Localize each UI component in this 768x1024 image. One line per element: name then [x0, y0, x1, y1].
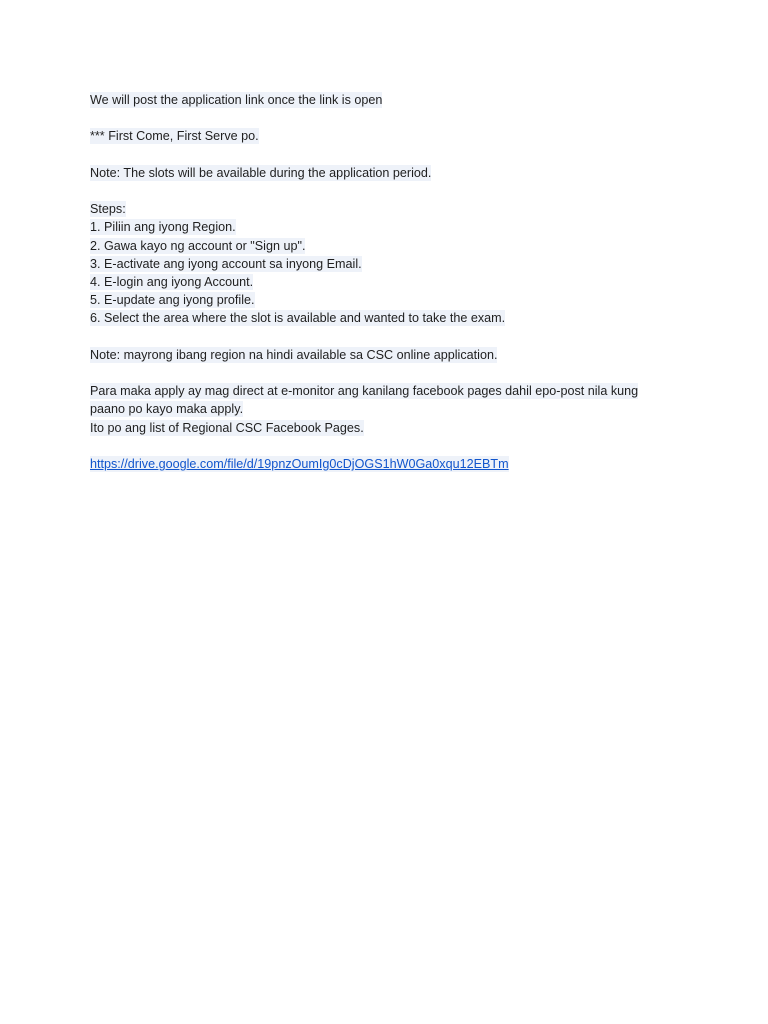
- spacer: [90, 182, 680, 200]
- step-item: [90, 218, 680, 236]
- step-item: [90, 291, 680, 309]
- step-6-text: 6. Select the area where the slot is available and wanted to take the exam.: [90, 311, 506, 326]
- note-slots-line: [90, 164, 680, 182]
- steps-heading-line: [90, 200, 680, 218]
- para-line-1: Para maka apply ay mag direct at e-monitor ang kanilang facebook pages dahil epo-post nila kung: [90, 384, 639, 399]
- note-region-line: [90, 346, 680, 364]
- link-line: [90, 455, 680, 473]
- para-line-2: paano po kayo maka apply.: [90, 402, 244, 417]
- step-item: [90, 255, 680, 273]
- note-region-text: Note: mayrong ibang region na hindi available sa CSC online application.: [90, 347, 498, 362]
- first-come-line: [90, 127, 680, 145]
- step-5-text: 5. E-update ang iyong profile.: [90, 293, 255, 308]
- spacer: [90, 328, 680, 346]
- spacer: [90, 364, 680, 382]
- step-1-text: 1. Piliin ang iyong Region.: [90, 220, 236, 235]
- para-line: [90, 382, 680, 400]
- para-line: [90, 400, 680, 418]
- spacer: [90, 146, 680, 164]
- intro-text: We will post the application link once the link is open: [90, 93, 383, 107]
- step-2-text: 2. Gawa kayo ng account or "Sign up".: [90, 238, 306, 253]
- step-3-text: 3. E-activate ang iyong account sa inyong Email.: [90, 256, 362, 271]
- step-item: [90, 309, 680, 327]
- spacer: [90, 437, 680, 455]
- spacer: [90, 109, 680, 127]
- step-item: [90, 273, 680, 291]
- first-come-text: *** First Come, First Serve po.: [90, 129, 259, 144]
- drive-link[interactable]: https://drive.google.com/file/d/19pnzOumIg0cDjOGS1hW0Ga0xqu12EBTm: [90, 456, 509, 471]
- steps-heading: Steps:: [90, 202, 126, 217]
- para-line: [90, 419, 680, 437]
- step-4-text: 4. E-login ang iyong Account.: [90, 274, 254, 289]
- step-item: [90, 237, 680, 255]
- note-slots-text: Note: The slots will be available during the application period.: [90, 165, 432, 180]
- intro-line: [90, 91, 680, 109]
- document-body: [90, 91, 680, 473]
- para-line-3: Ito po ang list of Regional CSC Facebook Pages.: [90, 420, 364, 435]
